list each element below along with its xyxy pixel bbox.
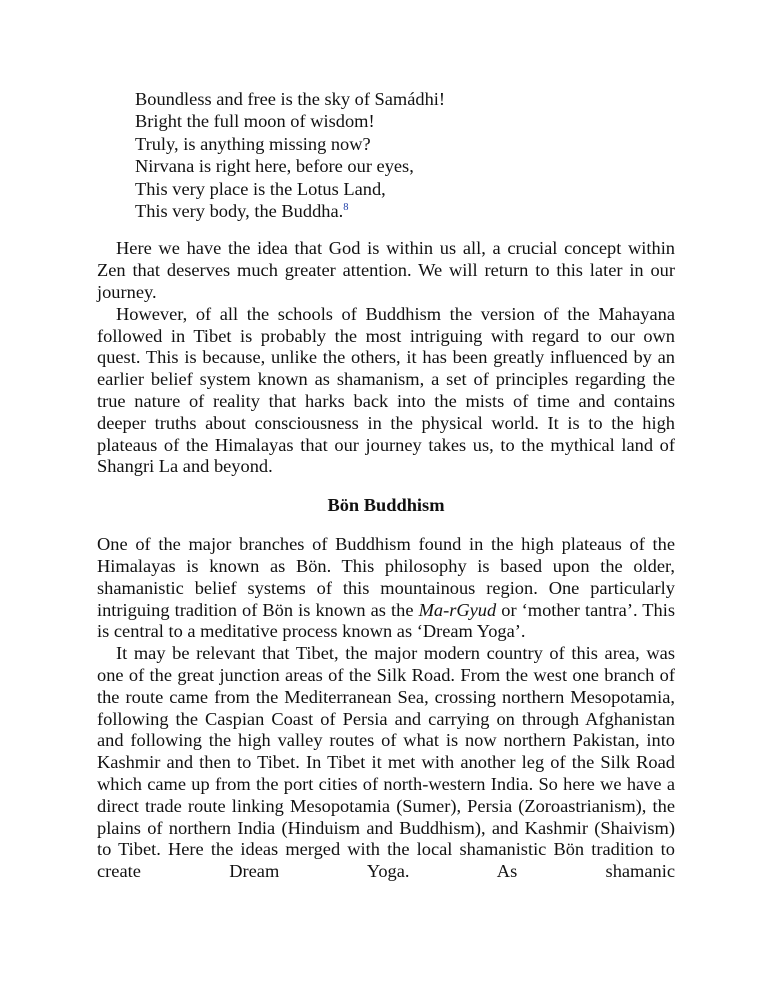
poem-line: Boundless and free is the sky of Samádhi! <box>135 89 446 109</box>
poem-line: Truly, is anything missing now? <box>135 133 371 154</box>
poem-line: This very place is the Lotus Land, <box>135 178 386 199</box>
poem-line-last <box>135 200 675 222</box>
footnote-reference[interactable]: 8 <box>343 202 349 214</box>
paragraph-bon-intro <box>97 534 675 643</box>
paragraph-silk-road: It may be relevant that Tibet, the major modern country of this area, was one of the great junction areas of the Silk Road. From the west one branch of the route came from the Mediterranean Sea, crossing northern Mesopotamia, following the Caspian Coast of Persia and carrying on through Afghanistan and following the high valley routes of what is now northern Pakistan, into Kashmir and then to Tibet. In Tibet it met with another leg of the Silk Road which came up from the port cities of north-western India. So here we have a direct trade route linking Mesopotamia (Sumer), Persia (Zoroastrianism), the plains of northern India (Hinduism and Buddhism), and Kashmir (Shaivism) to Tibet. Here the ideas merged with the local shamanistic Bön tradition to create Dream Yoga. As shamanic <box>97 643 675 882</box>
section-heading: Bön Buddhism <box>327 495 445 516</box>
paragraph-god-within: Here we have the idea that God is within us all, a crucial concept within Zen that deserves much greater attention. We will return to this later in our journey. <box>97 238 675 303</box>
poem-line: Bright the full moon of wisdom! <box>135 111 375 132</box>
paragraph-text: or ‘mother tantra’. This is central to a meditative process known as ‘Dream Yoga’. <box>97 599 675 642</box>
spacer <box>97 222 675 238</box>
italic-term: Ma-rGyud <box>418 599 497 620</box>
paragraph-text: One of the major branches of Buddhism found in the high plateaus of the Himalayas is known as Bön. This philosophy is based upon the older, shamanistic belief systems of this mountainous region. One particularly intriguing tradition of Bön is known as the <box>97 534 675 620</box>
poem-line-text: This very body, the Buddha. <box>135 201 344 222</box>
paragraph-tibetan-mahayana: However, of all the schools of Buddhism the version of the Mahayana followed in Tibet is probably the most intriguing with regard to our own quest. This is because, unlike the others, it has been greatly influenced by an earlier belief system known as shamanism, a set of principles regarding the true nature of reality that harks back into the mists of time and contains deeper truths about consciousness in the physical world. It is to the high plateaus of the Himalayas that our journey takes us, to the mythical land of Shangri La and beyond. <box>97 303 675 477</box>
poem-block <box>135 88 675 222</box>
poem-line: Nirvana is right here, before our eyes, <box>135 156 414 177</box>
book-page <box>97 88 675 883</box>
